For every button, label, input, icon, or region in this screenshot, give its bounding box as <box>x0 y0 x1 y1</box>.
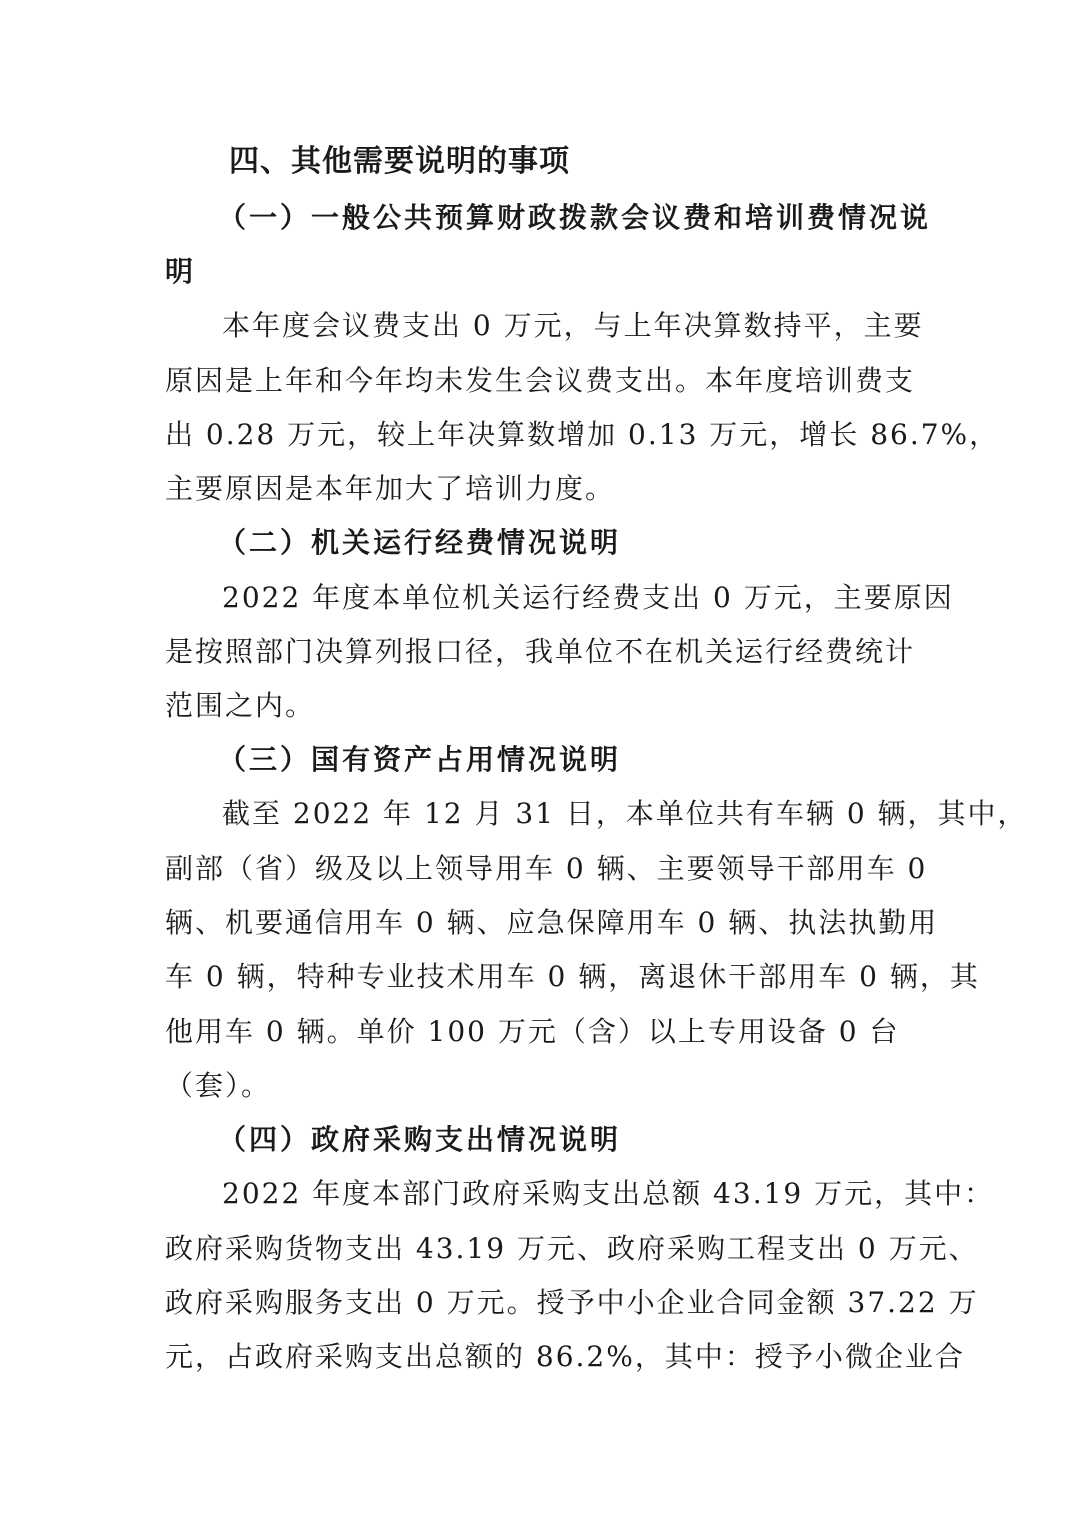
paragraph-line: 车 0 辆，特种专业技术用车 0 辆，离退休干部用车 0 辆，其 <box>165 960 980 993</box>
sub1-title-line1: （一）一般公共预算财政拨款会议费和培训费情况说 <box>218 201 932 234</box>
sub3-title: （三）国有资产占用情况说明 <box>218 743 622 776</box>
paragraph-line: 2022 年度本部门政府采购支出总额 43.19 万元，其中： <box>222 1177 995 1210</box>
paragraph-line: 原因是上年和今年均未发生会议费支出。本年度培训费支 <box>165 364 916 397</box>
sub1-title-line2: 明 <box>165 255 197 288</box>
paragraph-line: 政府采购货物支出 43.19 万元、政府采购工程支出 0 万元、 <box>165 1232 979 1265</box>
paragraph-line: 截至 2022 年 12 月 31 日，本单位共有车辆 0 辆，其中， <box>222 797 1028 830</box>
paragraph-line: 元，占政府采购支出总额的 86.2%，其中：授予小微企业合 <box>165 1340 965 1373</box>
paragraph-line: 2022 年度本单位机关运行经费支出 0 万元，主要原因 <box>222 581 954 614</box>
paragraph-line: 本年度会议费支出 0 万元，与上年决算数持平，主要 <box>222 309 924 342</box>
sub4-title: （四）政府采购支出情况说明 <box>218 1123 622 1156</box>
paragraph-line: 范围之内。 <box>165 689 316 722</box>
paragraph-line: 出 0.28 万元，较上年决算数增加 0.13 万元，增长 86.7%， <box>165 418 1000 451</box>
paragraph-line: （套）。 <box>165 1069 272 1102</box>
paragraph-line: 政府采购服务支出 0 万元。授予中小企业合同金额 37.22 万 <box>165 1286 979 1319</box>
paragraph-line: 是按照部门决算列报口径，我单位不在机关运行经费统计 <box>165 635 916 668</box>
section-heading: 四、其他需要说明的事项 <box>229 144 570 179</box>
paragraph-line: 副部（省）级及以上领导用车 0 辆、主要领导干部用车 0 <box>165 852 928 885</box>
sub2-title: （二）机关运行经费情况说明 <box>218 526 622 559</box>
paragraph-line: 主要原因是本年加大了培训力度。 <box>165 472 616 505</box>
paragraph-line: 辆、机要通信用车 0 辆、应急保障用车 0 辆、执法执勤用 <box>165 906 939 939</box>
paragraph-line: 他用车 0 辆。单价 100 万元（含）以上专用设备 0 台 <box>165 1015 900 1048</box>
